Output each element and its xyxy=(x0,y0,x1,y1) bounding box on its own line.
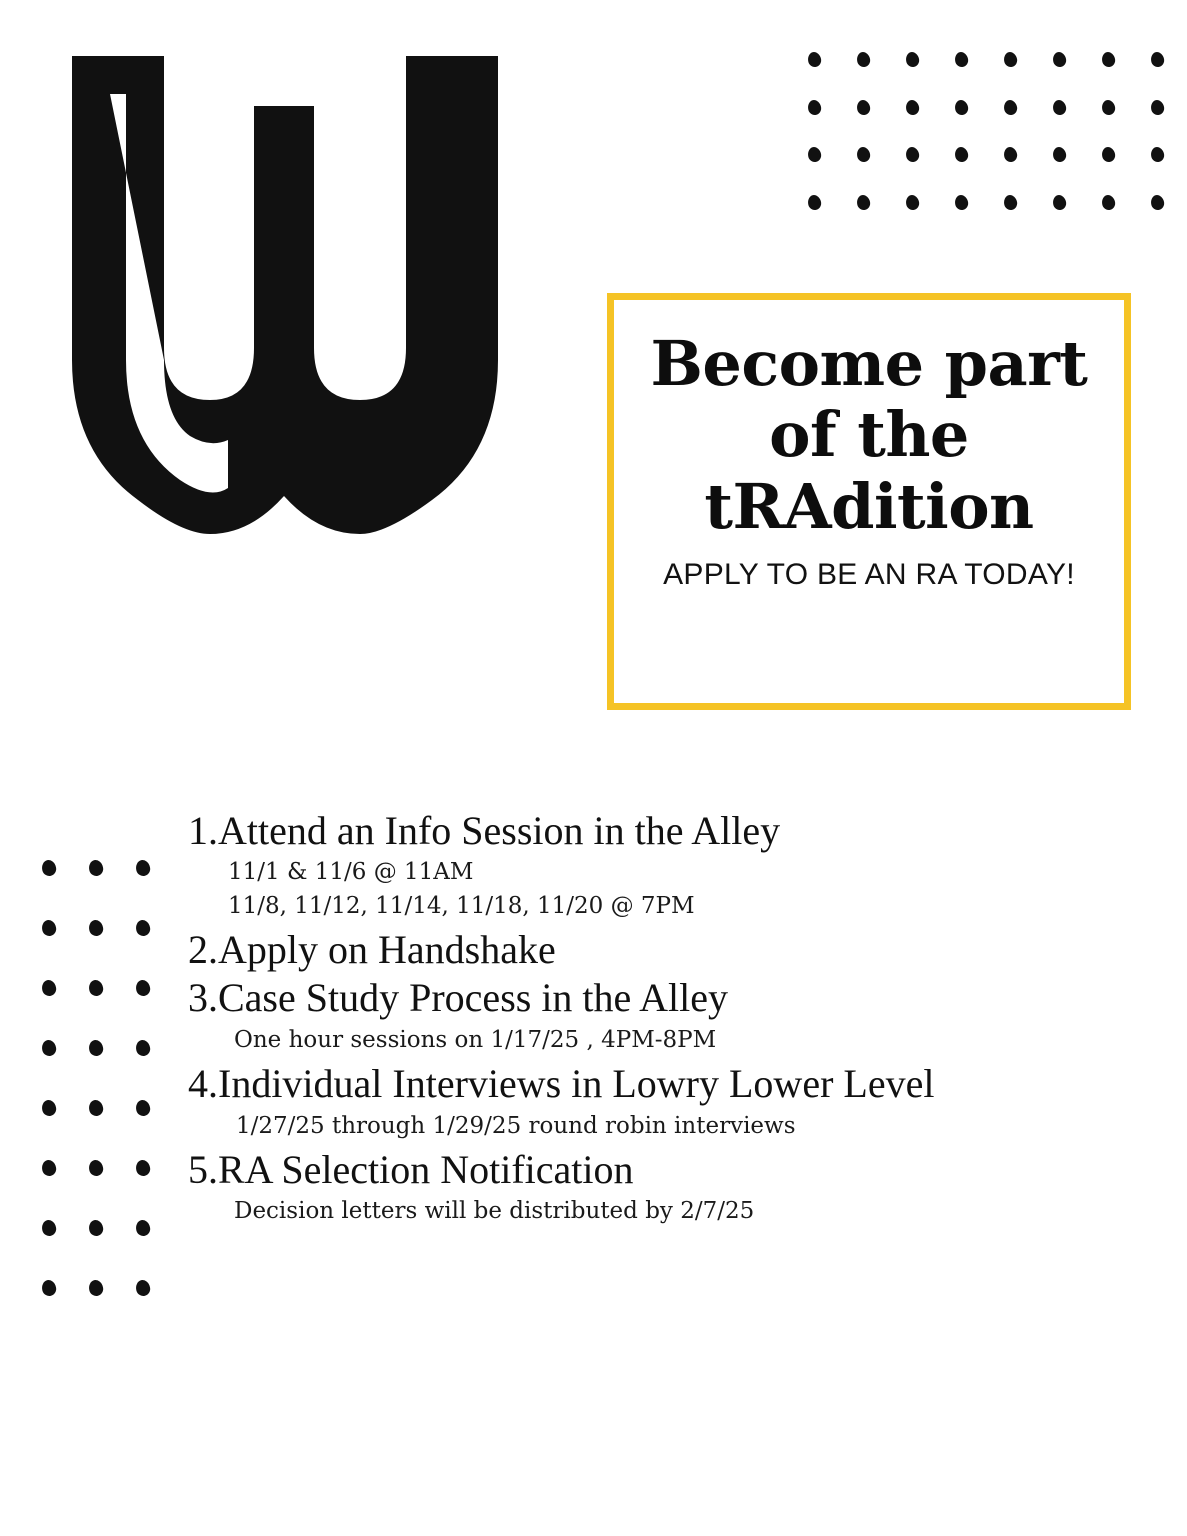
dot xyxy=(839,179,888,227)
dot xyxy=(986,36,1035,84)
step-number: 3. xyxy=(188,975,218,1021)
dot xyxy=(1035,84,1084,132)
list-item xyxy=(188,808,1148,923)
headline xyxy=(640,328,1098,542)
dot xyxy=(26,958,73,1018)
dot xyxy=(1035,131,1084,179)
step-number: 4. xyxy=(188,1061,218,1107)
dot xyxy=(888,36,937,84)
dot xyxy=(119,1078,166,1138)
headline-line-3: tRAdition xyxy=(704,469,1034,543)
dot xyxy=(119,1138,166,1198)
dot xyxy=(937,131,986,179)
step-notes xyxy=(188,856,1148,923)
step-label: Attend an Info Session in the Alley xyxy=(218,808,781,853)
dot xyxy=(119,898,166,958)
dot-grid-top-right xyxy=(790,36,1182,226)
step-note: Decision letters will be distributed by 2/7/25 xyxy=(234,1198,755,1225)
dot xyxy=(1035,179,1084,227)
dot xyxy=(73,1258,120,1318)
dot xyxy=(26,1258,73,1318)
list-item xyxy=(188,1147,1148,1229)
dot xyxy=(26,1138,73,1198)
step-label: Case Study Process in the Alley xyxy=(218,975,728,1021)
step-note: One hour sessions on 1/17/25 , 4PM-8PM xyxy=(234,1026,717,1053)
step-title xyxy=(188,1061,1148,1107)
dot xyxy=(790,131,839,179)
dot xyxy=(73,958,120,1018)
dot xyxy=(839,131,888,179)
dot xyxy=(839,84,888,132)
step-notes xyxy=(188,1024,1148,1057)
dot xyxy=(888,179,937,227)
list-item xyxy=(188,1061,1148,1143)
headline-line-1: Become part xyxy=(650,327,1088,400)
headline-subtitle: APPLY TO BE AN RA TODAY! xyxy=(663,557,1075,591)
dot xyxy=(73,1078,120,1138)
list-item xyxy=(188,927,1148,973)
dot xyxy=(119,1198,166,1258)
dot xyxy=(73,1198,120,1258)
step-notes xyxy=(188,1110,1148,1143)
dot xyxy=(888,131,937,179)
headline-box xyxy=(607,293,1131,710)
dot xyxy=(790,36,839,84)
dot xyxy=(1133,36,1182,84)
step-note: 11/8, 11/12, 11/14, 11/18, 11/20 @ 7PM xyxy=(228,892,695,919)
dot xyxy=(1133,84,1182,132)
dot xyxy=(73,1138,120,1198)
dot xyxy=(119,1258,166,1318)
dot xyxy=(790,84,839,132)
step-title xyxy=(188,1147,1148,1193)
dot xyxy=(937,84,986,132)
dot xyxy=(1133,131,1182,179)
dot xyxy=(986,84,1035,132)
dot xyxy=(26,898,73,958)
dot xyxy=(73,898,120,958)
dot-grid-left xyxy=(26,838,166,1318)
dot xyxy=(73,838,120,898)
dot xyxy=(119,1018,166,1078)
dot xyxy=(26,1018,73,1078)
dot xyxy=(1084,179,1133,227)
dot xyxy=(1084,36,1133,84)
dot xyxy=(986,179,1035,227)
step-number: 1. xyxy=(188,808,218,853)
dot xyxy=(839,36,888,84)
step-title xyxy=(188,975,1148,1021)
dot xyxy=(119,838,166,898)
step-number: 5. xyxy=(188,1146,218,1192)
step-note: 1/27/25 through 1/29/25 round robin interviews xyxy=(236,1112,796,1139)
dot xyxy=(26,1198,73,1258)
dot xyxy=(937,179,986,227)
step-number: 2. xyxy=(188,927,218,973)
dot xyxy=(986,131,1035,179)
dot xyxy=(26,838,73,898)
dot xyxy=(888,84,937,132)
step-label: Individual Interviews in Lowry Lower Level xyxy=(218,1061,935,1107)
dot xyxy=(119,958,166,1018)
dot xyxy=(1084,131,1133,179)
step-title xyxy=(188,808,1148,854)
step-note: 11/1 & 11/6 @ 11AM xyxy=(228,859,474,886)
dot xyxy=(73,1018,120,1078)
wittenberg-w-logo xyxy=(14,48,554,548)
dot xyxy=(1084,84,1133,132)
step-title xyxy=(188,927,1148,973)
dot xyxy=(1035,36,1084,84)
step-label: Apply on Handshake xyxy=(218,927,556,973)
step-notes xyxy=(188,1195,1148,1228)
dot xyxy=(1133,179,1182,227)
step-label: RA Selection Notification xyxy=(218,1146,634,1192)
headline-line-2: of the xyxy=(769,398,969,472)
steps-list xyxy=(188,808,1148,1233)
dot xyxy=(790,179,839,227)
dot xyxy=(26,1078,73,1138)
list-item xyxy=(188,975,1148,1057)
dot xyxy=(937,36,986,84)
